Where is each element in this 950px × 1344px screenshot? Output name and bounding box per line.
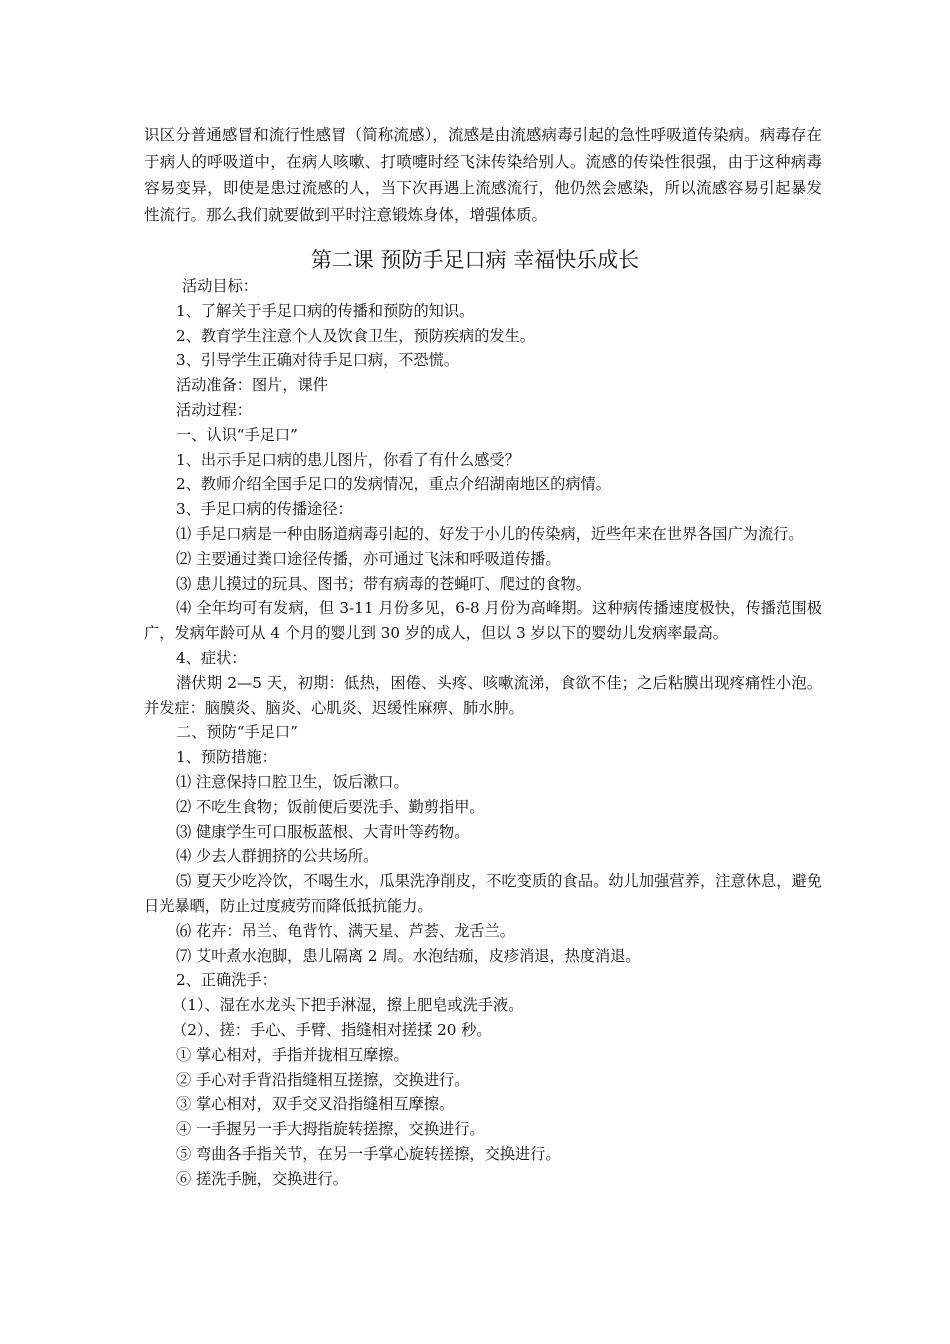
measures-heading: 1、预防措施：	[176, 748, 277, 767]
intro-section	[144, 122, 822, 228]
goal-item: 2、教育学生注意个人及饮食卫生，预防疾病的发生。	[176, 326, 535, 345]
goals-heading: 活动目标：	[182, 277, 258, 295]
measure-item: ⑸ 夏天少吃冷饮，不喝生水，瓜果洗净削皮，不吃变质的食品。幼儿加强营养，注意休息，避免日光暴晒，防止过度疲劳而降低抵抗能力。	[144, 872, 822, 915]
rub-step: ⑤ 弯曲各手指关节，在另一手掌心旋转搓擦，交换进行。	[176, 1144, 561, 1163]
rub-step: ① 掌心相对，手指并拢相互摩擦。	[176, 1045, 409, 1064]
rub-step: ⑥ 搓洗手腕，交换进行。	[176, 1169, 348, 1188]
measure-item: ⑹ 花卉：吊兰、龟背竹、满天星、芦荟、龙舌兰。	[176, 921, 515, 940]
goal-item: 1、了解关于手足口病的传播和预防的知识。	[176, 301, 475, 320]
symptoms-text: 潜伏期 2—5 天，初期：低热，困倦、头疼、咳嗽流涕，食欲不佳；之后粘膜出现疼痛性小泡。并发症：脑膜炎、脑炎、心肌炎、迟缓性麻痹、肺水肿。	[144, 673, 822, 717]
section-heading-recognize: 一、认识“手足口”	[176, 425, 298, 444]
wash-step: （2）、搓：手心、手臂、指缝相对搓揉 20 秒。	[172, 1020, 492, 1039]
wash-step: （1）、湿在水龙头下把手淋湿，擦上肥皂或洗手液。	[172, 996, 524, 1015]
measure-item: ⑵ 不吃生食物；饭前便后要洗手、勤剪指甲。	[176, 797, 485, 816]
rub-step: ② 手心对手背沿指缝相互搓擦，交换进行。	[176, 1070, 470, 1089]
rub-step: ③ 掌心相对，双手交叉沿指缝相互摩擦。	[176, 1095, 455, 1114]
lesson-body	[144, 274, 822, 1191]
measure-item: ⑶ 健康学生可口服板蓝根、大青叶等药物。	[176, 822, 470, 841]
route-item: ⑵ 主要通过粪口途径传播，亦可通过飞沫和呼吸道传播。	[176, 549, 561, 568]
list-item: 2、教师介绍全国手足口的发病情况，重点介绍湖南地区的病情。	[176, 475, 611, 494]
measure-item: ⑺ 艾叶煮水泡脚，患儿隔离 2 周。水泡结痂，皮疹消退，热度消退。	[176, 946, 641, 965]
section-heading-prevent: 二、预防“手足口”	[176, 723, 298, 742]
route-item: ⑷ 全年均可有发病，但 3-11 月份多见，6-8 月份为高峰期。这种病传播速度极快，传播范围极广，发病年龄可从 4 个月的婴儿到 30 岁的成人，但以 3 岁以下的婴幼儿发病率最高。	[144, 599, 822, 643]
prep-line: 活动准备：图片，课件	[176, 376, 328, 395]
measure-item: ⑴ 注意保持口腔卫生，饭后漱口。	[176, 772, 409, 791]
process-heading: 活动过程：	[176, 400, 252, 419]
goal-item: 3、引导学生正确对待手足口病，不恐慌。	[176, 351, 460, 370]
route-item: ⑶ 患儿摸过的玩具、图书；带有病毒的苍蝇叮、爬过的食物。	[176, 574, 591, 593]
measure-item: ⑷ 少去人群拥挤的公共场所。	[176, 847, 379, 866]
list-item: 3、手足口病的传播途径：	[176, 500, 353, 519]
symptoms-heading: 4、症状：	[176, 648, 247, 667]
route-item: ⑴ 手足口病是一种由肠道病毒引起的、好发于小儿的传染病，近些年来在世界各国广为流行。	[176, 524, 804, 543]
rub-step: ④ 一手握另一手大拇指旋转搓擦，交换进行。	[176, 1120, 485, 1139]
wash-heading: 2、正确洗手：	[176, 971, 277, 990]
lesson-title: 第二课 预防手足口病 幸福快乐成长	[310, 248, 640, 272]
intro-paragraph: 识区分普通感冒和流行性感冒（简称流感），流感是由流感病毒引起的急性呼吸道传染病。病毒存在于病人的呼吸道中，在病人咳嗽、打喷嚏时经飞沫传染给别人。流感的传染性很强，由于这种病毒容易变异，即使是患过流感的人，当下次再遇上流感流行，他仍然会感染，所以流感容易引起暴发性流行。那么我们就要做到平时注意锻炼身体，增强体质。	[144, 126, 822, 224]
list-item: 1、出示手足口病的患儿图片，你看了有什么感受？	[176, 450, 520, 469]
